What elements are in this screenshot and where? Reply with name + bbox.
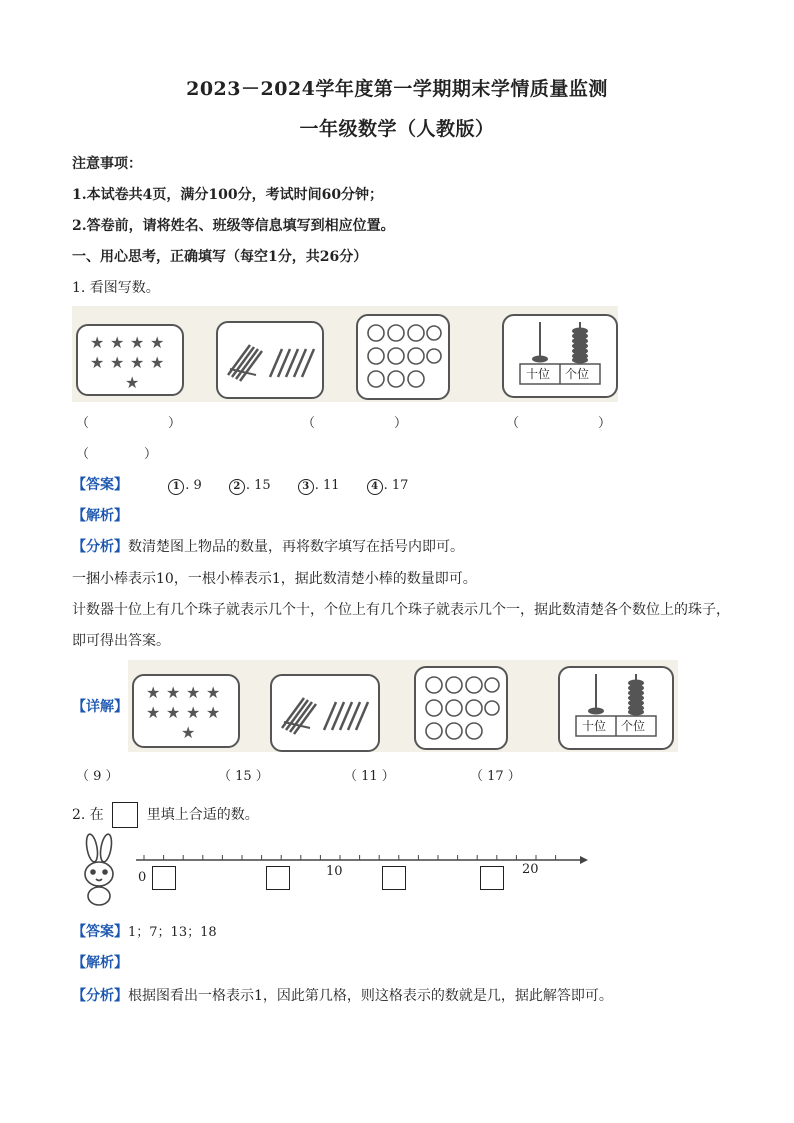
page-title: 2023－2024学年度第一学期期末学情质量监测: [186, 78, 608, 100]
q1-blank-4-open: （: [76, 447, 90, 462]
svg-text:★: ★: [130, 353, 145, 372]
q1-analysis-line-3: 计数器十位上有几个珠子就表示几个十，个位上有几个珠子就表示几个一，据此数清楚各个数位上的珠子，: [72, 602, 730, 618]
svg-text:★: ★: [206, 683, 221, 702]
apple-icons: [358, 316, 448, 398]
notes-item-2: 2.答卷前，请将姓名、班级等信息填写到相应位置。: [72, 218, 395, 234]
q1-detail-answer-1: （ 9 ）: [76, 769, 119, 784]
svg-text:★: ★: [146, 703, 161, 722]
svg-text:★: ★: [110, 333, 125, 352]
q1-blank-2-close: ）: [394, 416, 408, 431]
q1-analysis-line-4: 即可得出答案。: [72, 633, 170, 649]
q1-answer-1: 1 . 9: [168, 478, 202, 495]
abacus-ones-label: 个位: [565, 367, 590, 381]
svg-text:★: ★: [186, 683, 201, 702]
svg-text:★: ★: [125, 373, 140, 392]
q1-answer-label: 【答案】: [72, 477, 128, 493]
q2-blank-box-1[interactable]: [152, 866, 176, 890]
q1-answer-3: 3 . 11: [298, 478, 340, 495]
q1-detail-answer-2: （ 15 ）: [218, 769, 269, 784]
q1-blank-3-open: （: [506, 416, 520, 431]
sticks-icon: [218, 323, 322, 397]
q2-answer-label: 【答案】: [72, 924, 128, 940]
svg-text:★: ★: [166, 683, 181, 702]
q1-answer-4: 4 . 17: [367, 478, 409, 495]
number-line: [128, 846, 588, 906]
svg-text:★: ★: [186, 703, 201, 722]
abacus-ones-label: 个位: [621, 719, 646, 733]
detail-abacus-card: [558, 666, 674, 750]
tick-label-0: 0: [138, 870, 147, 885]
sticks-card: [216, 321, 324, 399]
q1-blank-1-close: ）: [168, 416, 182, 431]
q1-blank-4-close: ）: [144, 447, 158, 462]
svg-text:★: ★: [90, 353, 105, 372]
svg-text:★: ★: [110, 353, 125, 372]
svg-text:★: ★: [146, 683, 161, 702]
q2-prompt-box: [112, 802, 138, 828]
q1-answer-2: 2 . 15: [229, 478, 271, 495]
apples-card: [356, 314, 450, 400]
sticks-icon: [272, 676, 378, 750]
page-subtitle: 一年级数学（人教版）: [299, 118, 495, 140]
section-heading: 一、用心思考，正确填写（每空1分，共26分）: [72, 249, 368, 265]
q2-blank-box-3[interactable]: [382, 866, 406, 890]
q1-blank-1-open: （: [76, 416, 90, 431]
q1-fenxi: 【分析】数清楚图上物品的数量，再将数字填写在括号内即可。: [72, 539, 464, 555]
q1-answer-row: [72, 474, 430, 495]
q1-figure: [72, 306, 618, 402]
svg-text:★: ★: [206, 703, 221, 722]
abacus-card: [502, 314, 618, 398]
abacus-tens-label: 十位: [526, 367, 551, 381]
q2-fenxi: 【分析】根据图看出一格表示1，因此第几格，则这格表示的数就是几，据此解答即可。: [72, 988, 613, 1004]
svg-text:★: ★: [166, 703, 181, 722]
svg-text:★: ★: [150, 333, 165, 352]
star-icons: [134, 676, 238, 746]
notes-heading: 注意事项：: [72, 156, 142, 172]
q2-answer-text: 1；7；13；18: [128, 925, 217, 940]
q1-prompt: 1. 看图写数。: [72, 280, 160, 296]
svg-text:★: ★: [150, 353, 165, 372]
tick-label-10: 10: [326, 864, 343, 879]
q2-blank-box-2[interactable]: [266, 866, 290, 890]
svg-text:★: ★: [130, 333, 145, 352]
q1-blank-3-close: ）: [598, 416, 612, 431]
q2-analysis-label: 【解析】: [72, 955, 128, 971]
q1-detail-answer-4: （ 17 ）: [470, 769, 521, 784]
q2-figure: [70, 832, 600, 910]
notes-item-1: 1.本试卷共4页，满分100分，考试时间60分钟；: [72, 187, 384, 203]
detail-apples-card: [414, 666, 508, 750]
tick-label-20: 20: [522, 862, 539, 877]
q2-answer-row: [72, 921, 217, 941]
star-icons: [78, 326, 182, 394]
q1-blank-2-open: （: [302, 416, 316, 431]
detail-sticks-card: [270, 674, 380, 752]
stars-card: [76, 324, 184, 396]
svg-text:★: ★: [90, 333, 105, 352]
q1-detail-answer-3: （ 11 ）: [344, 769, 395, 784]
abacus-icon: [560, 668, 672, 748]
q1-detail-figure: [128, 660, 678, 752]
q1-detail-label: 【详解】: [72, 699, 128, 715]
q1-analysis-line-2: 一捆小棒表示10，一根小棒表示1，据此数清楚小棒的数量即可。: [72, 571, 477, 587]
svg-text:★: ★: [181, 723, 196, 742]
q2-prompt: 2. 在 里填上合适的数。: [72, 802, 259, 828]
q1-analysis-label: 【解析】: [72, 508, 128, 524]
apple-icons: [416, 668, 506, 748]
q2-blank-box-4[interactable]: [480, 866, 504, 890]
rabbit-icon: [70, 832, 130, 908]
detail-stars-card: [132, 674, 240, 748]
abacus-icon: [504, 316, 616, 396]
abacus-tens-label: 十位: [582, 719, 607, 733]
